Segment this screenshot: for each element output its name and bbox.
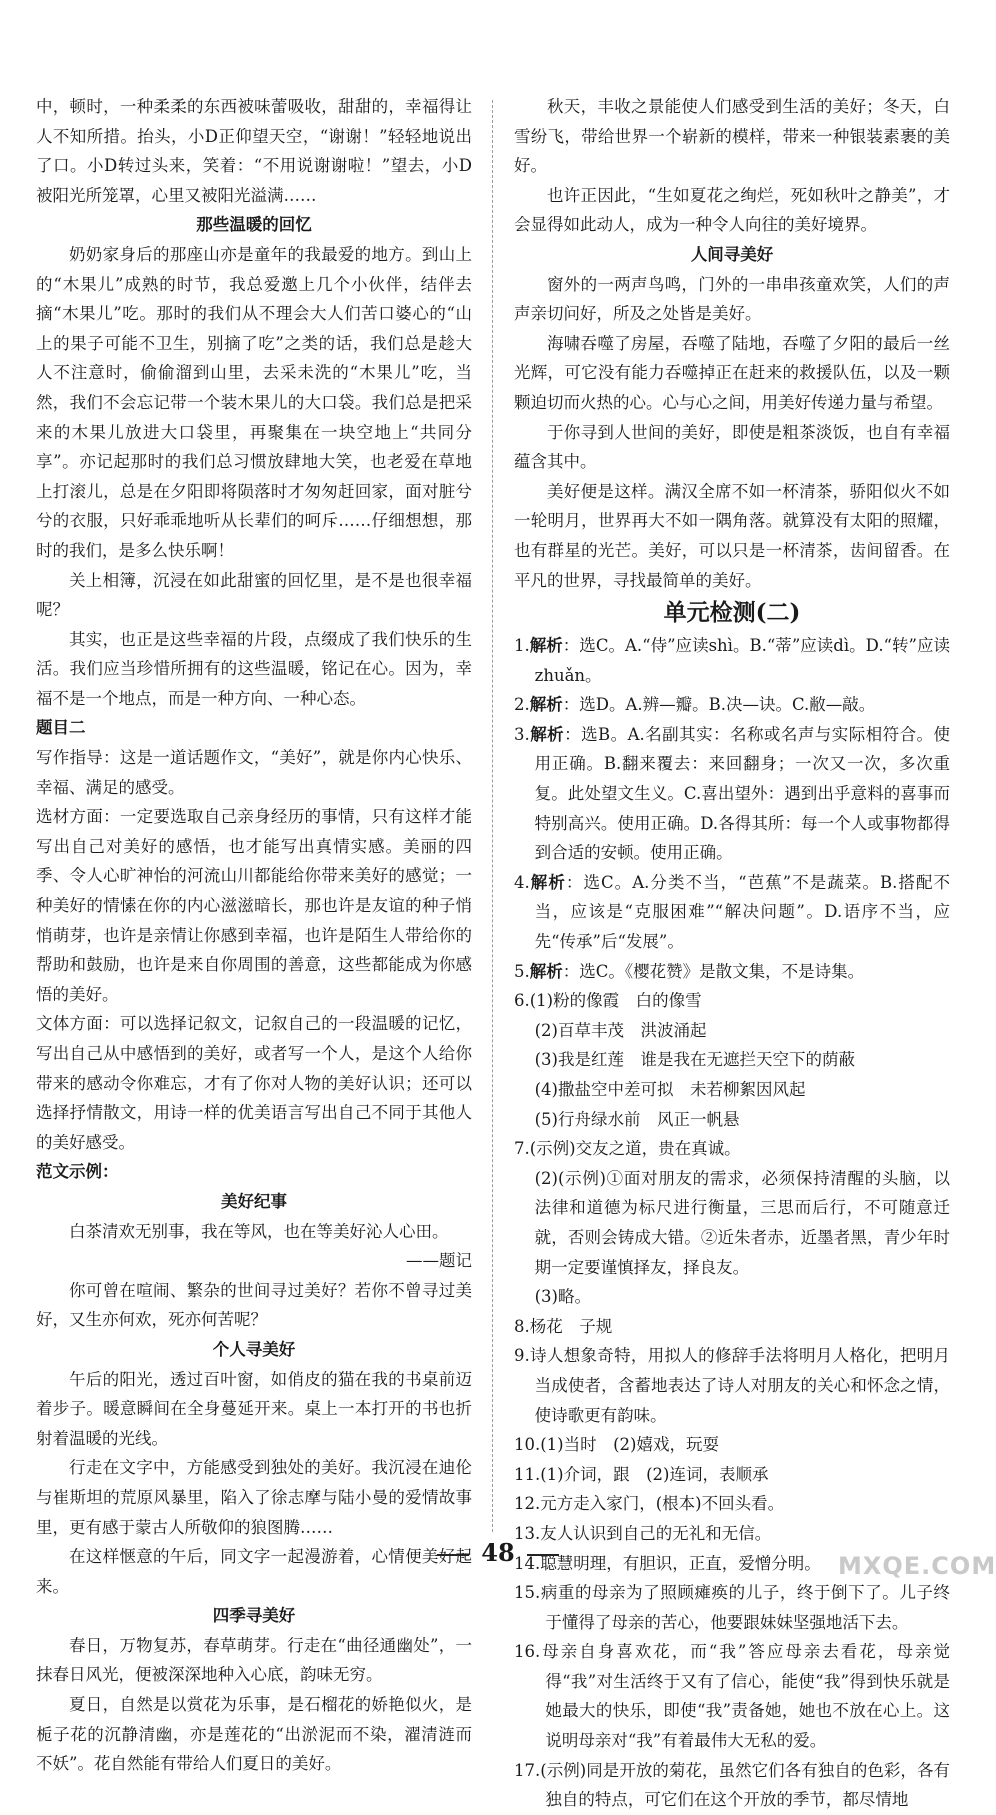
answer-text: ：选B。A.名副其实：名称或名声与实际相符合。使用正确。B.翻来覆去：来回翻身；一次又一次，多次重复。此处望文生义。C.喜出望外：遇到出乎意料的喜事而特别高兴。使用正确。D.各得其所：每一个人或事物都得到合适的安顿。使用正确。 <box>534 724 950 863</box>
subheading: 四季寻美好 <box>212 1606 296 1626</box>
answer-item: 2.解析：选D。A.辨—瓣。B.决—诀。C.敝—敲。 <box>514 695 876 715</box>
answer-item: 14.聪慧明理，有胆识，正直，爱憎分明。 <box>514 1553 821 1573</box>
paragraph: 春日，万物复苏，春草萌芽。行走在“曲径通幽处”，一抹春日风光，便被深深地种入心底，韵味无穷。 <box>36 1635 472 1685</box>
answer-subitem: (3)略。 <box>534 1287 591 1307</box>
answer-text: ：选C。A.“侍”应读shì。B.“蒂”应读dì。D.“转”应读zhuǎn。 <box>534 636 950 685</box>
paragraph: 行走在文字中，方能感受到独处的美好。我沉浸在迪伦与崔斯坦的荒原风暴里，陷入了徐志摩与陆小曼的爱情故事里，更有感于蒙古人所敬仰的狼图腾…… <box>36 1458 472 1537</box>
answer-item: 13.友人认识到自己的无礼和无信。 <box>514 1523 772 1543</box>
column-divider <box>492 100 493 1532</box>
analysis-label: 解析 <box>529 961 563 981</box>
subheading: 那些温暖的回忆 <box>196 215 312 235</box>
unit-test-title: 单元检测(二) <box>663 599 801 627</box>
epigraph-signature: ——题记 <box>406 1251 472 1271</box>
analysis-label: 解析 <box>529 724 565 744</box>
analysis-label: 解析 <box>529 872 566 892</box>
answer-item: 9.诗人想象奇特，用拟人的修辞手法将明月人格化，把明月当成使者，含蓄地表达了诗人对朋友的关心和怀念之情，使诗歌更有韵味。 <box>514 1346 950 1425</box>
paragraph: 中，顿时，一种柔柔的东西被味蕾吸收，甜甜的，幸福得让人不知所措。抬头，小D正仰望天空，“谢谢！”轻轻地说出了口。小D转过头来，笑着：“不用说谢谢啦！”望去，小D被阳光所笼罩，心里又被阳光溢满…… <box>36 97 472 205</box>
answer-text: ：选D。A.辨—瓣。B.决—诀。C.敝—敲。 <box>562 695 876 715</box>
left-column <box>36 92 472 1779</box>
guide-label: 写作指导 <box>36 748 104 768</box>
paragraph: 午后的阳光，透过百叶窗，如俏皮的猫在我的书桌前迈着步子。暖意瞬间在全身蔓延开来。桌上一本打开的书也折射着温暖的光线。 <box>36 1369 472 1448</box>
answer-text: ：选C。《樱花赞》是散文集，不是诗集。 <box>562 961 865 981</box>
answer-item: 12.元方走入家门，(根本)不回头看。 <box>514 1494 785 1514</box>
answer-subitem: (5)行舟绿水前 风正一帆悬 <box>534 1109 740 1129</box>
paragraph: 美好便是这样。满汉全席不如一杯清茶，骄阳似火不如一轮明月，世界再大不如一隅角落。就算没有太阳的照耀，也有群星的光芒。美好，可以只是一杯清茶，齿间留香。在平凡的世界，寻找最简单的美好。 <box>514 481 950 590</box>
answer-subitem: (2)百草丰茂 洪波涌起 <box>534 1020 707 1040</box>
answer-item: 16.母亲自身喜欢花，而“我”答应母亲去看花，母亲觉得“我”对生活终于又有了信心，能使“我”得到快乐就是她最大的快乐，即使“我”责备她，她也不放在心上。这说明母亲对“我”有着最伟大无私的爱。 <box>514 1642 950 1751</box>
answer-item: 1.解析：选C。A.“侍”应读shì。B.“蒂”应读dì。D.“转”应读zhuǎn。 <box>514 636 950 685</box>
answer-item: 4.解析：选C。A.分类不当，“芭蕉”不是蔬菜。B.搭配不当，应该是“克服困难”“解决问题”。D.语序不当，应先“传承”后“发展”。 <box>514 872 951 952</box>
guide-text: ：这是一道话题作文，“美好”，就是你内心快乐、幸福、满足的感受。 <box>36 748 473 797</box>
answer-subitem: (4)撒盐空中差可拟 未若柳絮因风起 <box>534 1080 806 1099</box>
subheading: 人间寻美好 <box>690 244 774 264</box>
analysis-label: 解析 <box>529 636 563 656</box>
paragraph: 夏日，自然是以赏花为乐事，是石榴花的娇艳似火，是栀子花的沉静清幽，亦是莲花的“出淤泥而不染，濯清涟而不妖”。花自然能有带给人们夏日的美好。 <box>36 1695 472 1774</box>
paragraph: 窗外的一两声鸟鸣，门外的一串串孩童欢笑，人们的声声亲切问好，所及之处皆是美好。 <box>514 274 950 324</box>
answer-item: 10.(1)当时 (2)嬉戏，玩耍 <box>514 1435 719 1455</box>
paragraph: 也许正因此，“生如夏花之绚烂，死如秋叶之静美”，才会显得如此动人，成为一种令人向往的美好境界。 <box>514 185 950 235</box>
paragraph: 秋天，丰收之景能使人们感受到生活的美好；冬天，白雪纷飞，带给世界一个崭新的模样，带来一种银装素裹的美好。 <box>514 97 950 176</box>
answer-item: 3.解析：选B。A.名副其实：名称或名声与实际相符合。使用正确。B.翻来覆去：来回翻身；一次又一次，多次重复。此处望文生义。C.喜出望外：遇到出乎意料的喜事而特别高兴。使用正确。D.各得其所：每一个人或事物都得到合适的安顿。使用正确。 <box>514 724 950 863</box>
question-title: 题目二 <box>36 718 86 738</box>
paragraph: 于你寻到人世间的美好，即使是粗茶淡饭，也自有幸福蕴含其中。 <box>514 422 950 472</box>
answer-item: 5.解析：选C。《樱花赞》是散文集，不是诗集。 <box>514 961 865 981</box>
answer-subitem: (3)我是红莲 谁是我在无遮拦天空下的荫蔽 <box>534 1050 855 1070</box>
footer-dash-right <box>527 1554 559 1556</box>
essay-title: 美好纪事 <box>221 1191 287 1211</box>
watermark-logo: MXQE.COM <box>838 1552 996 1580</box>
paragraph: 海啸吞噬了房屋，吞噬了陆地，吞噬了夕阳的最后一丝光辉，可它没有能力吞噬掉正在赶来的救援队伍，以及一颗颗迫切而火热的心。心与心之间，用美好传递力量与希望。 <box>514 333 950 412</box>
paragraph: 关上相簿，沉浸在如此甜蜜的回忆里，是不是也很幸福呢？ <box>36 570 472 620</box>
paragraph: 其实，也正是这些幸福的片段，点缀成了我们快乐的生活。我们应当珍惜所拥有的这些温暖，铭记在心。因为，幸福不是一个地点，而是一种方向、一种心态。 <box>36 629 472 708</box>
paragraph: 文体方面：可以选择记叙文，记叙自己的一段温暖的记忆，写出自己从中感悟到的美好，或者写一个人，是这个人给你带来的感动令你难忘，才有了你对人物的美好认识；还可以选择抒情散文，用诗一样的优美语言写出自己不同于其他人的美好感受。 <box>36 1014 472 1152</box>
paragraph: 选材方面：一定要选取自己亲身经历的事情，只有这样才能写出自己对美好的感悟，也才能写出真情实感。美丽的四季、令人心旷神怡的河流山川都能给你带来美好的感觉；一种美好的情愫在你的内心滋滋暗长，那也许是友谊的种子悄悄萌芽，也许是亲情让你感到幸福，也许是陌生人带给你的帮助和鼓励，也许是来自你周围的善意，这些都能成为你感悟的美好。 <box>36 807 472 1004</box>
answer-item: 17.(示例)同是开放的菊花，虽然它们各有独自的色彩，各有独自的特点，可它们在这个开放的季节，都尽情地 <box>514 1760 950 1810</box>
answer-item: 6.(1)粉的像霞 白的像雪 <box>514 991 702 1011</box>
answer-subitem: (2)(示例)①面对朋友的需求，必须保持清醒的头脑，以法律和道德为标尺进行衡量，三思而后行，不可随意迁就，否则会铸成大错。②近朱者赤，近墨者黑，青少年时期一定要谨慎择友，择良友。 <box>534 1168 950 1277</box>
epigraph: 白茶清欢无别事，我在等风，也在等美好沁人心田。 <box>69 1221 449 1241</box>
answer-item: 8.杨花 子规 <box>514 1316 613 1336</box>
footer-dash-left <box>437 1554 469 1556</box>
page-number: 48 <box>481 1538 515 1567</box>
paragraph: 在这样惬意的午后，同文字一起漫游着，心情便美好起来。 <box>36 1547 472 1596</box>
answer-item: 15.病重的母亲为了照顾瘫痪的儿子，终于倒下了。儿子终于懂得了母亲的苦心，他要跟妹妹坚强地活下去。 <box>514 1583 950 1632</box>
subheading: 个人寻美好 <box>212 1339 296 1359</box>
answer-item: 11.(1)介词，跟 (2)连词，表顺承 <box>514 1464 769 1484</box>
answer-item: 7.(示例)交友之道，贵在真诚。 <box>514 1139 741 1159</box>
model-essay-label: 范文示例： <box>36 1162 119 1182</box>
paragraph: 奶奶家身后的那座山亦是童年的我最爱的地方。到山上的“木果儿”成熟的时节，我总爱邀上几个小伙伴，结伴去摘“木果儿”吃。那时的我们从不理会大人们苦口婆心的“山上的果子可能不卫生，别摘了吃”之类的话，我们总是趁大人不注意时，偷偷溜到山里，去采未洗的“木果儿”吃，当然，我们不会忘记带一个装木果儿的大口袋。我们总是把采来的木果儿放进大口袋里，再聚集在一块空地上“共同分享”。亦记起那时的我们总习惯放肆地大笑，也老爱在草地上打滚儿，总是在夕阳即将陨落时才匆匆赶回家，面对脏兮兮的衣服，只好乖乖地听从长辈们的呵斥……仔细想想，那时的我们，是多么快乐啊！ <box>36 244 472 560</box>
answer-text: ：选C。A.分类不当，“芭蕉”不是蔬菜。B.搭配不当，应该是“克服困难”“解决问题”。D.语序不当，应先“传承”后“发展”。 <box>534 872 951 952</box>
analysis-label: 解析 <box>529 695 563 715</box>
writing-guide <box>36 743 472 802</box>
paragraph: 你可曾在喧闹、繁杂的世间寻过美好？若你不曾寻过美好，又生亦何欢，死亦何苦呢？ <box>36 1280 472 1330</box>
